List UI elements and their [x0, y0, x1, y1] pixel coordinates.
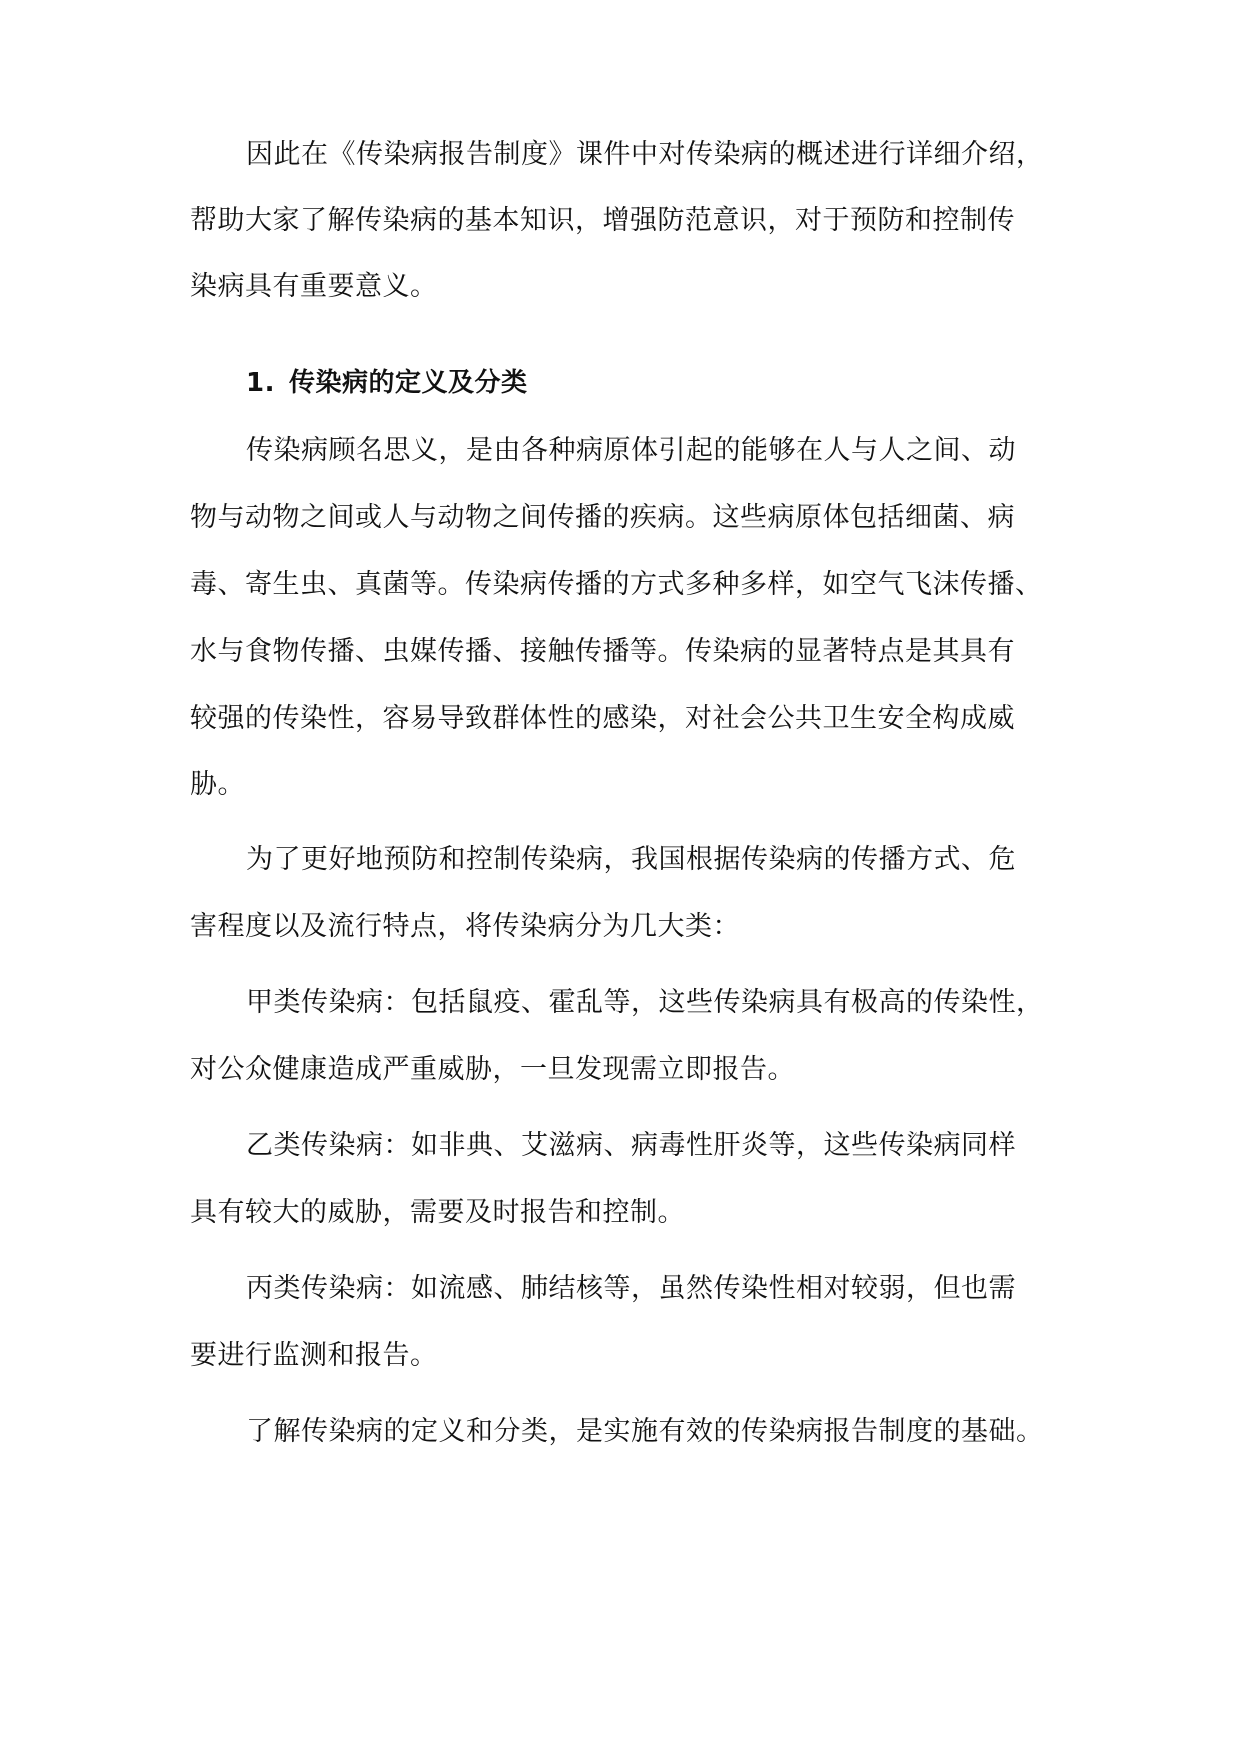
paragraph-line: 帮助大家了解传染病的基本知识，增强防范意识，对于预防和控制传 — [190, 205, 1015, 236]
paragraph-line: 要进行监测和报告。 — [190, 1340, 438, 1371]
paragraph-line: 较强的传染性，容易导致群体性的感染，对社会公共卫生安全构成威 — [190, 703, 1015, 734]
paragraph-line: 因此在《传染病报告制度》课件中对传染病的概述进行详细介绍， — [246, 139, 1044, 170]
section-title: 传染病的定义及分类 — [288, 368, 528, 398]
paragraph-line: 物与动物之间或人与动物之间传播的疾病。这些病原体包括细菌、病 — [190, 502, 1015, 533]
section-number: 1. — [246, 368, 275, 398]
paragraph-line: 对公众健康造成严重威胁，一旦发现需立即报告。 — [190, 1054, 795, 1085]
paragraph-line: 毒、寄生虫、真菌等。传染病传播的方式多种多样，如空气飞沫传播、 — [190, 569, 1043, 600]
paragraph-line: 传染病顾名思义，是由各种病原体引起的能够在人与人之间、动 — [246, 435, 1016, 466]
paragraph-line: 具有较大的威胁，需要及时报告和控制。 — [190, 1197, 685, 1228]
paragraph-line: 胁。 — [190, 769, 245, 800]
paragraph-line: 了解传染病的定义和分类，是实施有效的传染病报告制度的基础。 — [246, 1416, 1044, 1447]
paragraph-line: 水与食物传播、虫媒传播、接触传播等。传染病的显著特点是其具有 — [190, 636, 1015, 667]
paragraph-line: 为了更好地预防和控制传染病，我国根据传染病的传播方式、危 — [246, 844, 1016, 875]
paragraph-line: 丙类传染病：如流感、肺结核等，虽然传染性相对较弱，但也需 — [246, 1273, 1016, 1304]
paragraph-line: 染病具有重要意义。 — [190, 271, 438, 302]
section-heading — [246, 365, 1070, 401]
paragraph-line: 乙类传染病：如非典、艾滋病、病毒性肝炎等，这些传染病同样 — [246, 1130, 1016, 1161]
paragraph-line: 害程度以及流行特点，将传染病分为几大类： — [190, 911, 740, 942]
paragraph-line: 甲类传染病：包括鼠疫、霍乱等，这些传染病具有极高的传染性， — [246, 987, 1044, 1018]
